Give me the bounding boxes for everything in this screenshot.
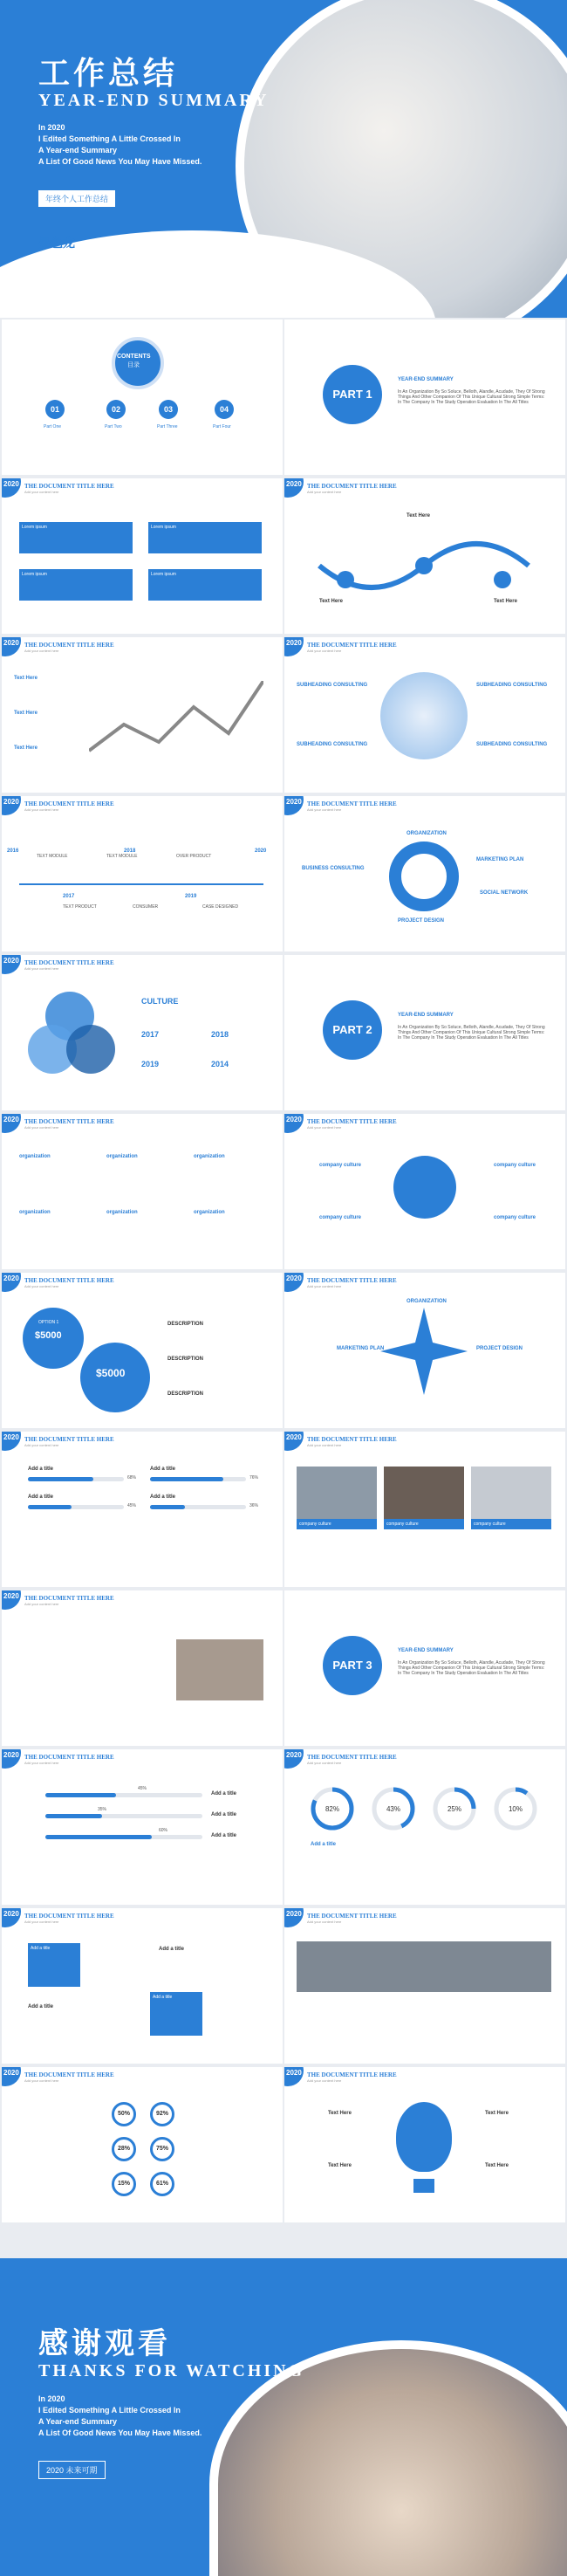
slide-part3[interactable]: PART 3 YEAR-END SUMMARY In An Organization By So Soluce, Belloth, Alandle, Acudade, They Of Strong Things And Other Companion Of This Unique Cultural Strong Simple Terms: In The Company In The Study Operation Evaluation In The All Titles: [284, 1590, 565, 1746]
part2-label: PART 2: [323, 1000, 382, 1060]
progress-bar-3: [28, 1505, 124, 1509]
contents-num-2: 02: [106, 400, 126, 419]
cover-slide: [0, 0, 567, 318]
slide-option[interactable]: 2020 THE DOCUMENT TITLE HERE Add your content here OPTION 1 $5000 $5000 DESCRIPTION DESCRIPTION DESCRIPTION: [2, 1273, 283, 1428]
arc-text-1: Text Here: [319, 599, 343, 604]
donut-label: 10%: [508, 1805, 523, 1813]
slide-part2[interactable]: PART 2 YEAR-END SUMMARY In An Organization By So Soluce, Belloth, Alandle, Acudade, They Of Strong Things And Other Companion Of This Unique Cultural Strong Simple Terms: In The Company In The Study Operation Evaluation In The All Titles: [284, 955, 565, 1110]
slide-title: THE DOCUMENT TITLE HERE: [24, 483, 114, 490]
slide-num: 2020: [2, 478, 21, 498]
slide-progress[interactable]: 2020 THE DOCUMENT TITLE HERE Add your content here Add a title Add a title Add a title Add a title 68% 76% 45% 36%: [2, 1432, 283, 1587]
cover-title-cn: 工作总结: [38, 55, 179, 92]
arc-text-3: Text Here: [494, 599, 517, 604]
slide-stats[interactable]: 2020 THE DOCUMENT TITLE HERE Add your content here 50% 92% 28% 75% 15% 61%: [2, 2067, 283, 2222]
slide-keyboard[interactable]: 2020 THE DOCUMENT TITLE HERE Add your content here: [284, 1908, 565, 2064]
slide-company[interactable]: 2020 THE DOCUMENT TITLE HERE Add your content here company culture company culture company culture company culture: [284, 1114, 565, 1269]
part1-heading: YEAR-END SUMMARY: [398, 377, 454, 382]
lorem-box-1: Lorem ipsum: [19, 522, 133, 553]
cross-graphic: [380, 1308, 468, 1395]
donut-row: [302, 1783, 546, 1835]
lorem-box-2: Lorem ipsum: [148, 522, 262, 553]
slide-culture[interactable]: 2020 THE DOCUMENT TITLE HERE Add your content here CULTURE 2017 2018 2019 2014: [2, 955, 283, 1110]
slide-persons[interactable]: 2020 THE DOCUMENT TITLE HERE Add your content here 45% 35% 60% Add a title Add a title Add a title: [2, 1749, 283, 1905]
thanks-info: In 2020 I Edited Something A Little Crossed In A Year-end Summary A List Of Good News You May Have Missed.: [38, 2394, 202, 2437]
thanks-tag: 2020 未来可期: [38, 2461, 106, 2479]
contents-num-1: 01: [45, 400, 65, 419]
thanks-slide: [0, 2258, 567, 2576]
arc-text-2: Text Here: [406, 513, 430, 519]
slide-globe[interactable]: 2020 THE DOCUMENT TITLE HERE Add your content here SUBHEADING CONSULTING SUBHEADING CONSULTING SUBHEADING CONSULTING SUBHEADING CONSULTING: [284, 637, 565, 793]
slide-balloon[interactable]: 2020 THE DOCUMENT TITLE HERE Add your content here Text Here Text Here Text Here Text Here: [284, 2067, 565, 2222]
slide-line[interactable]: 2020 THE DOCUMENT TITLE HERE Add your content here Text Here Text Here Text Here: [2, 637, 283, 793]
slide-cross[interactable]: 2020 THE DOCUMENT TITLE HERE Add your content here ORGANIZATION MARKETING PLAN PROJECT DESIGN: [284, 1273, 565, 1428]
donut-label: 43%: [386, 1805, 401, 1813]
arc-diagram: [311, 531, 537, 601]
slide-add-title[interactable]: 2020 THE DOCUMENT TITLE HERE Add your content here Add a title Add a title Add a title Add a title: [2, 1908, 283, 2064]
balloon-graphic: [396, 2102, 452, 2172]
globe-graphic: [380, 672, 468, 759]
cover-title-en: YEAR-END SUMMARY: [38, 91, 270, 110]
progress-bar-4: [150, 1505, 246, 1509]
slide-photos[interactable]: 2020 THE DOCUMENT TITLE HERE Add your content here company culture company culture company culture: [284, 1432, 565, 1587]
cycle-ring: [389, 841, 459, 911]
donut-label: 25%: [447, 1805, 462, 1813]
part1-label: PART 1: [323, 365, 382, 424]
cover-logo: 晏色龙: [38, 236, 75, 250]
slide-lorem[interactable]: 2020 THE DOCUMENT TITLE HERE Add your content here Lorem ipsum Lorem ipsum Lorem ipsum Lorem ipsum: [2, 478, 283, 634]
contents-num-3: 03: [159, 400, 178, 419]
part1-text: In An Organization By So Soluce, Belloth, Alandle, Acudade, They Of Strong Things And Other Companion Of This Unique Cultural Strong Simple Terms: In The Company In The Study Operation Evaluation In The All Titles: [398, 389, 545, 405]
zigzag-line: [89, 681, 263, 759]
cover-tag: 年终个人工作总结: [38, 190, 115, 207]
contents-title-en: CONTENTS: [117, 354, 151, 360]
progress-bar-1: [28, 1477, 124, 1481]
timeline-axis: [19, 883, 263, 885]
slide-arc[interactable]: 2020 THE DOCUMENT TITLE HERE Add your content here Text Here Text Here Text Here: [284, 478, 565, 634]
contents-title-cn: 目录: [127, 362, 140, 368]
lorem-box-3: Lorem ipsum: [19, 569, 133, 601]
slide-part1[interactable]: [284, 319, 565, 475]
slide-org[interactable]: 2020 THE DOCUMENT TITLE HERE Add your content here organization organization organization organization organization organization: [2, 1114, 283, 1269]
slide-text-photo[interactable]: 2020 THE DOCUMENT TITLE HERE Add your content here: [2, 1590, 283, 1746]
contents-num-4: 04: [215, 400, 234, 419]
thanks-title-cn: 感谢观看: [38, 2326, 171, 2361]
contents-label-2: Part Two: [105, 424, 122, 429]
thanks-title-en: THANKS FOR WATCHING: [38, 2361, 305, 2380]
progress-bar-2: [150, 1477, 246, 1481]
part3-label: PART 3: [323, 1636, 382, 1695]
contents-label-3: Part Three: [157, 424, 178, 429]
contents-label-4: Part Four: [213, 424, 231, 429]
cover-info: In 2020 I Edited Something A Little Crossed In A Year-end Summary A List Of Good News You May Have Missed.: [38, 123, 202, 166]
slide-timeline[interactable]: 2020 THE DOCUMENT TITLE HERE Add your content here 2016 2017 2018 2019 2020 TEXT MODULE TEXT MODULE OVER PRODUCT TEXT PRODUCT CONSUMER CASE DESIGNED: [2, 796, 283, 951]
slide-contents[interactable]: [2, 319, 283, 475]
slide-cycle[interactable]: 2020 THE DOCUMENT TITLE HERE Add your content here ORGANIZATION MARKETING PLAN SOCIAL NETWORK PROJECT DESIGN BUSINESS CONSULTING: [284, 796, 565, 951]
lorem-box-4: Lorem ipsum: [148, 569, 262, 601]
contents-label-1: Part One: [44, 424, 62, 429]
slide-donuts[interactable]: 2020 THE DOCUMENT TITLE HERE Add your content here 82% 43% 25% 10% Add a title: [284, 1749, 565, 1905]
donut-label: 82%: [324, 1805, 340, 1813]
